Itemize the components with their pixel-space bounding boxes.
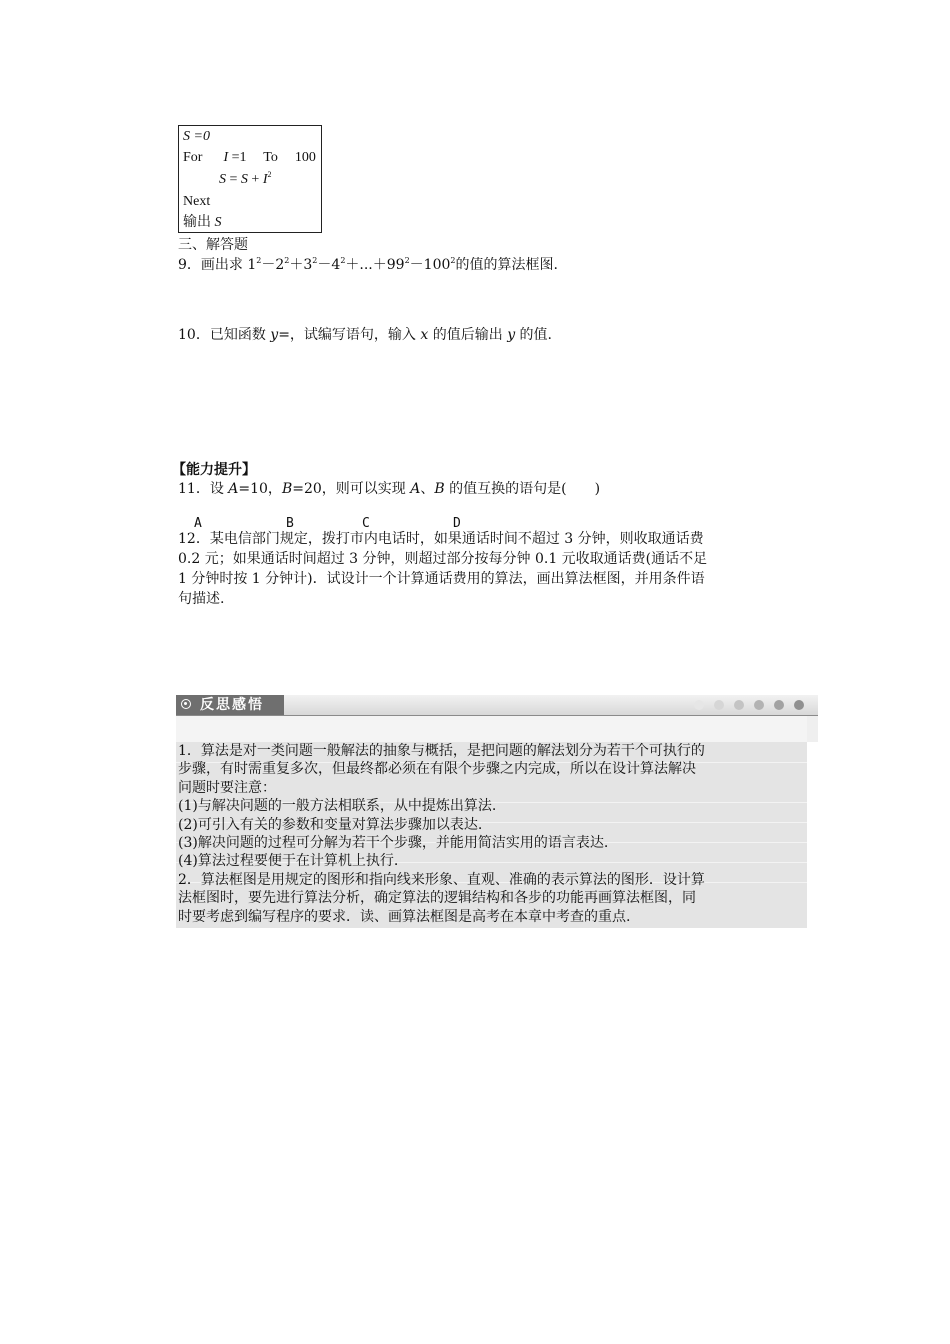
q9-text: －100: [409, 257, 451, 273]
reflection-banner: [176, 695, 818, 717]
question-12-line-3: 1 分钟时按 1 分钟计)．试设计一个计算通话费用的算法，画出算法框图，并用条件语: [178, 571, 705, 587]
q10-var-y: y: [507, 327, 516, 343]
code-init: S =0: [183, 129, 210, 144]
dot-icon: [774, 700, 784, 710]
q9-exp: 2: [256, 256, 262, 265]
code-loop-end: 100: [294, 150, 316, 165]
q9-text: ＋3: [289, 257, 313, 273]
code-rhs-i: I: [262, 172, 268, 187]
reflection-title: 反思感悟: [200, 697, 264, 713]
code-assign: =: [226, 172, 241, 187]
dot-icon: [734, 700, 744, 710]
question-10: [178, 325, 552, 345]
reflection-line: 法框图时，要先进行算法分析，确定算法的逻辑结构和各步的功能再画算法框图，同: [178, 890, 696, 907]
q11-text: 的值互换的语句是( ): [444, 481, 601, 497]
q9-exp: 2: [404, 256, 410, 265]
code-for-keyword: For: [183, 150, 203, 165]
question-9: [178, 255, 558, 275]
q10-text: 10．已知函数: [178, 327, 271, 343]
q11-var-b: B: [434, 481, 445, 497]
code-plus: +: [247, 172, 263, 187]
q11-text: =10，: [238, 481, 282, 497]
q9-text: 9．画出求 1: [178, 257, 257, 273]
q9-exp: 2: [450, 256, 456, 265]
code-output-keyword: 输出: [183, 215, 211, 230]
option-d[interactable]: D: [453, 516, 461, 531]
reflection-line: (3)解决问题的过程可分解为若干个步骤，并能用简洁实用的语言表达.: [178, 835, 609, 851]
q10-text: =，试编写语句，输入: [278, 327, 421, 343]
q9-exp: 2: [284, 256, 290, 265]
code-line-4: [183, 193, 210, 211]
dot-icon: [754, 700, 764, 710]
ability-heading: 【能力提升】: [172, 462, 256, 478]
option-b[interactable]: B: [286, 516, 294, 531]
code-line-5: [183, 214, 222, 232]
code-loop-var: I: [223, 150, 229, 165]
code-rhs-s: S: [240, 172, 248, 187]
code-line-3: [219, 171, 271, 189]
code-exponent: 2: [267, 170, 272, 179]
question-12-line-1: 12．某电信部门规定，拨打市内电话时，如果通话时间不超过 3 分钟，则收取通话费: [178, 531, 704, 547]
code-line-1: [183, 128, 210, 146]
target-icon: [181, 699, 191, 709]
reflection-line: (2)可引入有关的参数和变量对算法步骤加以表达.: [178, 816, 483, 833]
q11-var-b: B: [281, 481, 293, 497]
q9-exp: 2: [312, 256, 318, 265]
code-next: Next: [183, 194, 211, 209]
reflection-tab: [176, 695, 284, 715]
reflection-line: (4)算法过程要便于在计算机上执行.: [178, 853, 399, 870]
q9-text: －2: [261, 257, 285, 273]
q9-text: －4: [317, 257, 341, 273]
q9-exp: 2: [340, 256, 346, 265]
section-heading: 三、解答题: [178, 237, 248, 253]
q10-text: 的值后输出: [428, 327, 508, 343]
option-c[interactable]: C: [362, 516, 370, 531]
question-12-line-4: 句描述.: [178, 591, 225, 607]
code-line-2: [183, 149, 316, 167]
q11-var-a: A: [228, 481, 239, 497]
reflection-line: 步骤，有时需重复多次，但最终都必须在有限个步骤之内完成，所以在设计算法解决: [178, 761, 696, 778]
code-output-var: S: [214, 215, 222, 230]
q11-text: =20，则可以实现: [292, 481, 411, 497]
dot-icon: [794, 700, 804, 710]
q10-var-x: x: [420, 327, 429, 343]
reflection-line: 时要考虑到编写程序的要求．读、画算法框图是高考在本章中考查的重点.: [178, 908, 631, 925]
q9-text: ＋...＋99: [345, 257, 405, 273]
q11-text: 11．设: [178, 481, 229, 497]
code-to-keyword: To: [263, 150, 278, 165]
option-a[interactable]: A: [194, 516, 202, 531]
reflection-line: 1．算法是对一类问题一般解法的抽象与概括，是把问题的解法划分为若干个可执行的: [178, 743, 705, 759]
q9-text: 的值的算法框图.: [455, 257, 558, 273]
code-loop-start: =1: [228, 150, 247, 165]
q11-var-a: A: [410, 481, 421, 497]
code-box: [178, 125, 322, 233]
q10-var-y: y: [270, 327, 279, 343]
reflection-line: (1)与解决问题的一般方法相联系，从中提炼出算法.: [178, 798, 497, 815]
dot-icon: [694, 700, 704, 710]
question-12-line-2: 0.2 元；如果通话时间超过 3 分钟，则超过部分按每分钟 0.1 元收取通话费(通话不足: [178, 551, 708, 567]
reflection-line: 问题时要注意：: [178, 779, 276, 796]
q10-text: 的值.: [515, 327, 553, 343]
q11-text: 、: [420, 481, 435, 497]
question-11: [178, 479, 600, 499]
code-lhs: S: [219, 172, 226, 187]
dot-icon: [714, 700, 724, 710]
reflection-line: 2．算法框图是用规定的图形和指向线来形象、直观、准确的表示算法的图形．设计算: [178, 871, 705, 888]
